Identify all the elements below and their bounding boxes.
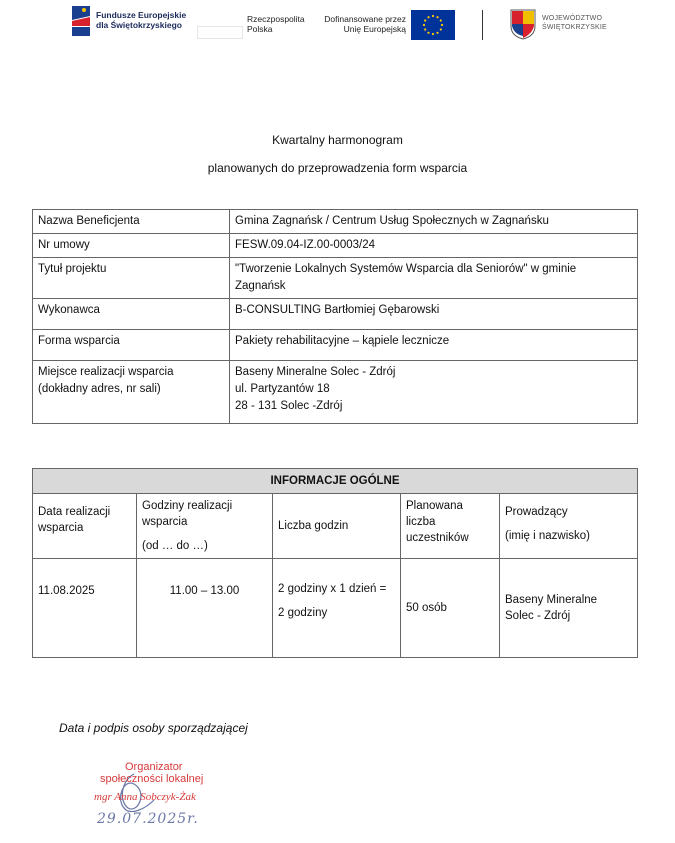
cell-lead-line: Baseny Mineralne — [505, 594, 598, 606]
row-label: Forma wsparcia — [33, 330, 230, 361]
logo-divider — [482, 10, 483, 40]
row-value — [230, 258, 638, 299]
row-value-line: Zagnańsk — [235, 280, 286, 292]
eu-star-icon — [432, 15, 434, 17]
row-value: Pakiety rehabilitacyjne – kąpiele lecznicze — [230, 330, 638, 361]
cell-hours: 11.00 – 13.00 — [137, 559, 273, 658]
table-row — [33, 299, 638, 330]
row-label: Tytuł projektu — [33, 258, 230, 299]
eu-star-icon — [432, 33, 434, 35]
col-header-hours-line: (od … do …) — [142, 540, 208, 552]
row-value: FESW.09.04-IZ.00-0003/24 — [230, 234, 638, 258]
eu-logo-text — [322, 14, 406, 34]
table-row — [33, 330, 638, 361]
row-label-line: Miejsce realizacji wsparcia — [38, 366, 174, 378]
cell-lead-line: Solec - Zdrój — [505, 610, 571, 622]
col-header-lead-line: Prowadzący — [505, 506, 568, 518]
cell-planned: 50 osób — [401, 559, 500, 658]
fe-logo-line2: dla Świętokrzyskiego — [96, 20, 182, 30]
column-header-row — [33, 494, 638, 559]
row-value-line: Baseny Mineralne Solec - Zdrój — [235, 366, 396, 378]
col-header-planned-line: uczestników — [406, 532, 469, 544]
handwritten-date: 29.07.2025r. — [97, 811, 199, 827]
poland-logo-text — [247, 14, 305, 34]
table-row — [33, 559, 638, 658]
table-header-row — [33, 469, 638, 494]
table-row — [33, 361, 638, 424]
swietokrzyskie-crest-icon — [510, 8, 536, 40]
document-title: Kwartalny harmonogram — [272, 133, 403, 147]
col-header-hours — [137, 494, 273, 559]
row-label — [33, 361, 230, 424]
eu-logo-line1: Dofinansowane przez — [324, 14, 406, 24]
cell-date: 11.08.2025 — [33, 559, 137, 658]
row-value: B-CONSULTING Bartłomiej Gębarowski — [230, 299, 638, 330]
row-value: Gmina Zagnańsk / Centrum Usług Społecznych w Zagnańsku — [230, 210, 638, 234]
row-label: Nazwa Beneficjenta — [33, 210, 230, 234]
col-header-date — [33, 494, 137, 559]
general-info-header: INFORMACJE OGÓLNE — [33, 469, 638, 494]
fe-logo-line1: Fundusze Europejskie — [96, 10, 187, 20]
table-row — [33, 234, 638, 258]
col-header-planned — [401, 494, 500, 559]
row-value-line: ul. Partyzantów 18 — [235, 383, 330, 395]
eu-star-icon — [423, 24, 425, 26]
eu-star-icon — [440, 19, 442, 21]
row-value — [230, 361, 638, 424]
table-row — [33, 210, 638, 234]
stamp-title: Organizator — [125, 761, 183, 773]
col-header-date-line: Data realizacji — [38, 506, 111, 518]
eu-star-icon — [424, 19, 426, 21]
logo-bar — [0, 0, 675, 52]
beneficiary-info-table — [32, 209, 638, 424]
col-header-hours-line: Godziny realizacji — [142, 500, 233, 512]
eu-star-icon — [436, 32, 438, 34]
eu-logo-line2: Unię Europejską — [343, 24, 406, 34]
swietokrzyskie-logo-line2: ŚWIĘTOKRZYSKIE — [542, 23, 607, 31]
eu-star-icon — [424, 28, 426, 30]
stamp-subtitle: społeczności lokalnej — [100, 773, 204, 785]
general-info-table — [32, 468, 638, 658]
eu-star-icon — [427, 16, 429, 18]
eu-star-icon — [427, 32, 429, 34]
stamp-name: mgr Anna Sobczyk-Żak — [94, 791, 196, 803]
col-header-hours-line: wsparcia — [142, 516, 188, 528]
signature-label: Data i podpis osoby sporządzającej — [59, 721, 248, 735]
eu-star-icon — [441, 24, 443, 26]
poland-logo-line2: Polska — [247, 24, 273, 34]
col-header-planned-line: liczba — [406, 516, 436, 528]
swietokrzyskie-logo-line1: WOJEWÓDZTWO — [542, 15, 603, 22]
table-row — [33, 258, 638, 299]
eu-flag-icon — [411, 10, 455, 40]
cell-count-line: 2 godziny x 1 dzień = — [278, 583, 387, 595]
poland-flag-icon — [198, 27, 242, 38]
col-header-lead-line: (imię i nazwisko) — [505, 530, 590, 542]
poland-logo-line1: Rzeczpospolita — [247, 14, 305, 24]
row-value-line: "Tworzenie Lokalnych Systemów Wsparcia dla Seniorów" w gminie — [235, 263, 577, 275]
row-label: Wykonawca — [33, 299, 230, 330]
col-header-lead — [500, 494, 638, 559]
cell-count — [273, 559, 401, 658]
swietokrzyskie-logo-text — [542, 15, 607, 32]
eu-star-icon — [440, 28, 442, 30]
col-header-date-line: wsparcia — [38, 522, 84, 534]
row-label: Nr umowy — [33, 234, 230, 258]
document-subtitle: planowanych do przeprowadzenia form wsparcia — [207, 161, 468, 175]
row-label-line: (dokładny adres, nr sali) — [38, 383, 161, 395]
cell-lead — [500, 559, 638, 658]
fe-logo-text — [96, 10, 186, 30]
fe-logo-icon — [70, 4, 92, 38]
col-header-planned-line: Planowana — [406, 500, 463, 512]
eu-star-icon — [436, 16, 438, 18]
row-value-line: 28 - 131 Solec -Zdrój — [235, 400, 343, 412]
col-header-count: Liczba godzin — [273, 494, 401, 559]
cell-count-line: 2 godziny — [278, 607, 328, 619]
